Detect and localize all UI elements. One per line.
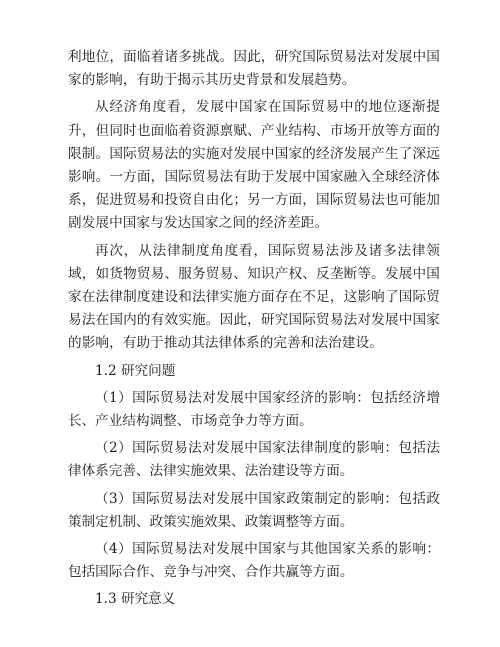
paragraph-economic-perspective: 从经济角度看，发展中国家在国际贸易中的地位逐渐提升，但同时也面临着资源禀赋、产业结构、市场开放等方面的限制。国际贸易法的实施对发展中国家的经济发展产生了深远影响。一方面，国际贸易法有助于发展中国家融入全球经济体系，促进贸易和投资自由化；另一方面，国际贸易法也可能加剧发展中国家与发达国家之间的经济差距。	[68, 99, 440, 232]
section-heading-research-significance: 1.3 研究意义	[95, 591, 176, 608]
research-question-item-4: （4）国际贸易法对发展中国家与其他国家关系的影响：包括国际合作、竞争与冲突、合作共赢等方面。	[68, 541, 440, 581]
research-question-item-3: （3）国际贸易法对发展中国家政策制定的影响：包括政策制定机制、政策实施效果、政策调整等方面。	[68, 490, 440, 530]
paragraph-continuation: 利地位，面临着诸多挑战。因此，研究国际贸易法对发展中国家的影响，有助于揭示其历史背景和发展趋势。	[68, 49, 440, 89]
research-question-item-2: （2）国际贸易法对发展中国家法律制度的影响：包括法律体系完善、法律实施效果、法治建设等方面。	[68, 440, 440, 480]
paragraph-legal-perspective: 再次，从法律制度角度看，国际贸易法涉及诸多法律领域，如货物贸易、服务贸易、知识产权、反垄断等。发展中国家在法律制度建设和法律实施方面存在不足，这影响了国际贸易法在国内的有效实施。因此，研究国际贸易法对发展中国家的影响，有助于推动其法律体系的完善和法治建设。	[68, 242, 440, 352]
section-heading-research-questions: 1.2 研究问题	[95, 362, 176, 379]
research-question-item-1: （1）国际贸易法对发展中国家经济的影响：包括经济增长、产业结构调整、市场竞争力等方面。	[68, 389, 440, 430]
